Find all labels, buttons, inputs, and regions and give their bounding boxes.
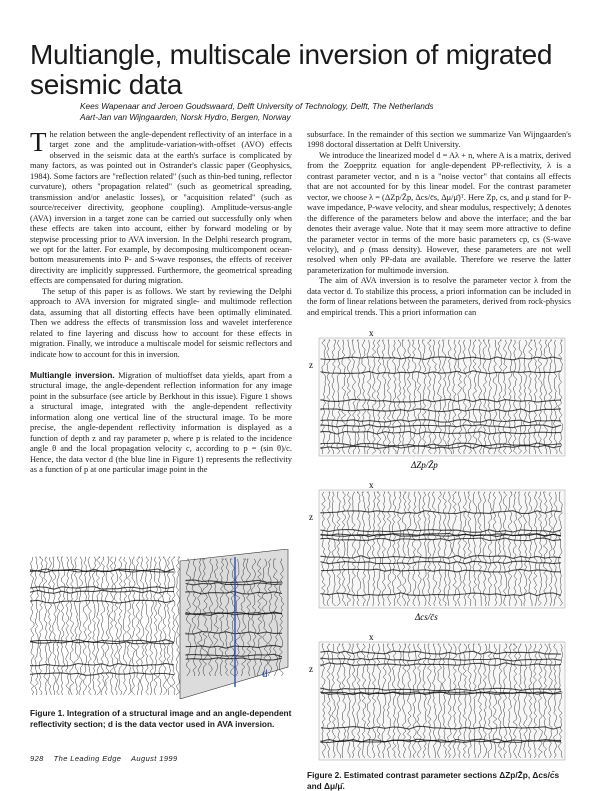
figure-1-caption <box>30 708 292 729</box>
figure-2-caption-text: Figure 2. Estimated contrast parameter sections ΔZp/Z̄p, Δcs/c̄s and Δμ/μ̄. <box>307 770 560 791</box>
figure-2 <box>307 328 571 768</box>
panel-cs-label: Δcs/c̄s <box>415 612 438 622</box>
section-heading: Multiangle inversion. <box>30 369 115 380</box>
panel-mu-z-mark: z <box>309 664 313 674</box>
article-title: Multiangle, multiscale inversion of migrated seismic data <box>30 39 553 100</box>
continuation-paragraph: subsurface. In the remainder of this section we summarize Van Wijngaarden's 1998 doctoral dissertation at Delft University. <box>307 130 571 150</box>
page-number: 928 <box>30 754 44 763</box>
panel-cs-x-mark: x <box>369 480 374 490</box>
panel-zp <box>309 328 565 470</box>
left-column <box>30 127 292 476</box>
intro-paragraph <box>30 127 292 287</box>
panel-zp-z-mark: z <box>309 360 313 370</box>
panel-mu <box>309 632 565 760</box>
panel-cs <box>309 480 565 622</box>
panel-zp-x-mark: x <box>369 328 374 338</box>
multiangle-paragraph <box>30 370 292 476</box>
figure-2-caption <box>307 770 571 791</box>
panel-cs-z-mark: z <box>309 512 313 522</box>
authors-line-2: Aart-Jan van Wijngaarden, Norsk Hydro, Bergen, Norway <box>80 112 291 122</box>
author-block <box>80 101 580 123</box>
right-column <box>307 130 571 318</box>
intro-text: he relation between the angle-dependent reflectivity of an interface in a target zone and the amplitude-variation-with-offset (AVO) effects observed in the seismic data at the earth's surface is complicated by many factors, as was pointed out in Ostrander's classic paper (Geophysics, 1984). Some factors are "reflection related" (such as thin-bed tuning, reflector curvature), others "propagation related" (such as geometrical spreading, transmission and/or anelastic losses), or "acquisition related" (such as source/receiver directivity, geophone coupling). Amplitude-versus-angle (AVA) inversion in a target zone can be carried out successfully only when these effects are taken into account, either by forward modeling or by stepwise processing prior to AVA inversion. In the Delphi research program, we opt for the latter. For example, by decomposing multicomponent ocean-bottom measurements into P- and S-wave responses, the effects of receiver directivity are implicitly suppressed. Furthermore, the geometrical spreading effects are compensated for during migration. <box>30 130 292 286</box>
data-vector-label: d <box>262 669 268 680</box>
panel-zp-label: ΔZp/Z̄p <box>411 460 438 470</box>
issue-date: August 1999 <box>131 754 178 763</box>
authors-line-1: Kees Wapenaar and Jeroen Goudswaard, Delft University of Technology, Delft, The Netherlands <box>80 101 434 111</box>
aim-paragraph: The aim of AVA inversion is to resolve the parameter vector λ from the data vector d. To stabilize this process, a priori information can be included in the form of linear relations between the parameters, derived from rock-physics and empirical trends. This a priori information can <box>307 276 571 317</box>
panel-mu-x-mark: x <box>369 632 374 642</box>
multiangle-text: Migration of multioffset data yields, apart from a structural image, the angle-dependent reflection information for any image point in the subsurface (see article by Berkhout in this issue). Figure 1 shows a structural image, integrated with the angle-dependent reflectivity information along one vertical line of the structural image. To be more precise, the angle-dependent reflectivity information is displayed as a function of depth z and ray parameter p, where p is related to the incidence angle θ and the local propagation velocity c, according to p = (sin θ)/c. Hence, the data vector d (the blue line in Figure 1) represents the reflectivity as a function of p at one particular image point in the <box>30 370 292 475</box>
figure-1 <box>30 549 294 699</box>
page-footer <box>30 754 178 763</box>
journal-name: The Leading Edge <box>53 754 122 763</box>
model-paragraph: We introduce the linearized model d = Aλ + n, where A is a matrix, derived from the Zoeppritz equation for angle-dependent PP-reflectivity, λ is a contrast parameter vector, and n is a "noise vector" that contains all effects that are not accounted for by this linear model. For the contrast parameter vector, we choose λ = (ΔZp/Z̄p, Δcs/c̄s, Δμ/μ̄)ᵀ. Here Zp, cs, and μ stand for P-wave impedance, P-wave velocity, and shear modulus, respectively; Δ denotes the difference of the parameters below and above the interface; and the bar denotes their average value. Note that it may seem more attractive to define the parameter vector in terms of the more basic parameters cp, cs (S-wave velocity), and ρ (mass density). However, these parameters are not well resolved when only PP-data are available. Therefore we reserve the latter parameterization for multimode inversion. <box>307 150 571 275</box>
drop-cap: T <box>30 127 47 157</box>
figure-1-caption-text: Figure 1. Integration of a structural image and an angle-dependent reflectivity section; d is the data vector used in AVA inversion. <box>30 708 292 729</box>
setup-paragraph: The setup of this paper is as follows. We start by reviewing the Delphi approach to AVA inversion for migrated single- and multimode reflection data, assuming that all distorting effects have been optimally eliminated. Then we address the effects of transmission loss and wavelet interference related to fine layering and discuss how to account for these effects in migration. Finally, we introduce a multiscale model for seismic reflectors and indicate how to account for this in inversion. <box>30 286 292 359</box>
